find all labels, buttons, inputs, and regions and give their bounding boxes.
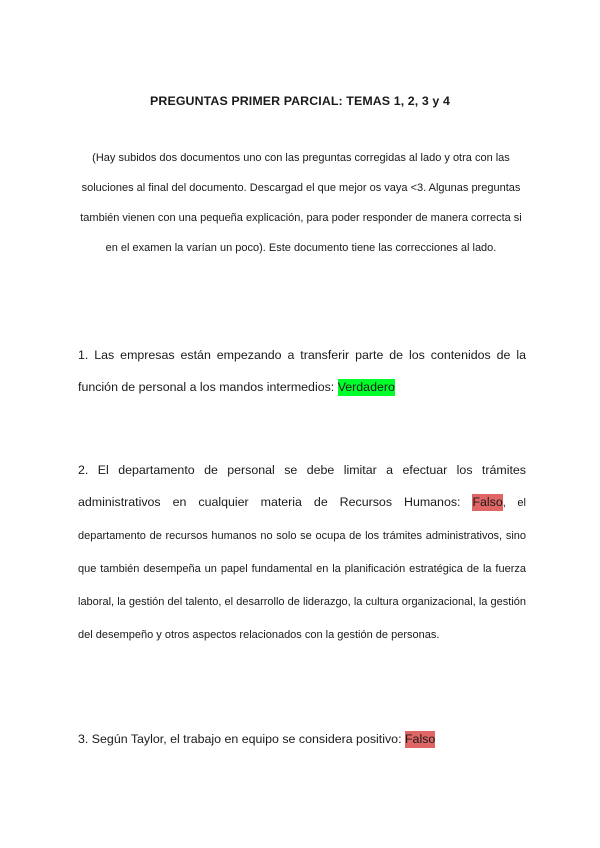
question-2-text: 2. El departamento de personal se debe limitar a efectuar los trámites administrativos en cualquier materia de Recursos Humanos: [78,463,526,509]
question-1-text: 1. Las empresas están empezando a transferir parte de los contenidos de la función de personal a los mandos intermedios: [78,348,526,394]
question-2-answer: Falso [472,495,503,509]
question-2 [78,454,526,651]
question-1-answer: Verdadero [337,380,395,394]
intro-paragraph: (Hay subidos dos documentos uno con las preguntas corregidas al lado y otra con las soluciones al final del documento. Descargad el que mejor os vaya <3. Algunas preguntas también vienen con una pequeña explicación, para poder responder de manera correcta si en el examen la varían un poco). Este documento tiene las correcciones al lado. [80,152,522,254]
question-2-explanation: , el departamento de recursos humanos no solo se ocupa de los trámites administrativos, sino que también desempeña un papel fundamental en la planificación estratégica de la fuerza laboral, la gestión del talento, el desarrollo de liderazgo, la cultura organizacional, la gestión del desempeño y otros aspectos relacionados con la gestión de personas. [78,497,526,641]
question-3-answer: Falso [404,732,436,746]
question-1 [78,339,526,403]
document-title: PREGUNTAS PRIMER PARCIAL: TEMAS 1, 2, 3 y 4 [150,94,450,108]
question-3-text: 3. Según Taylor, el trabajo en equipo se considera positivo: [78,732,402,746]
question-3 [78,723,526,755]
